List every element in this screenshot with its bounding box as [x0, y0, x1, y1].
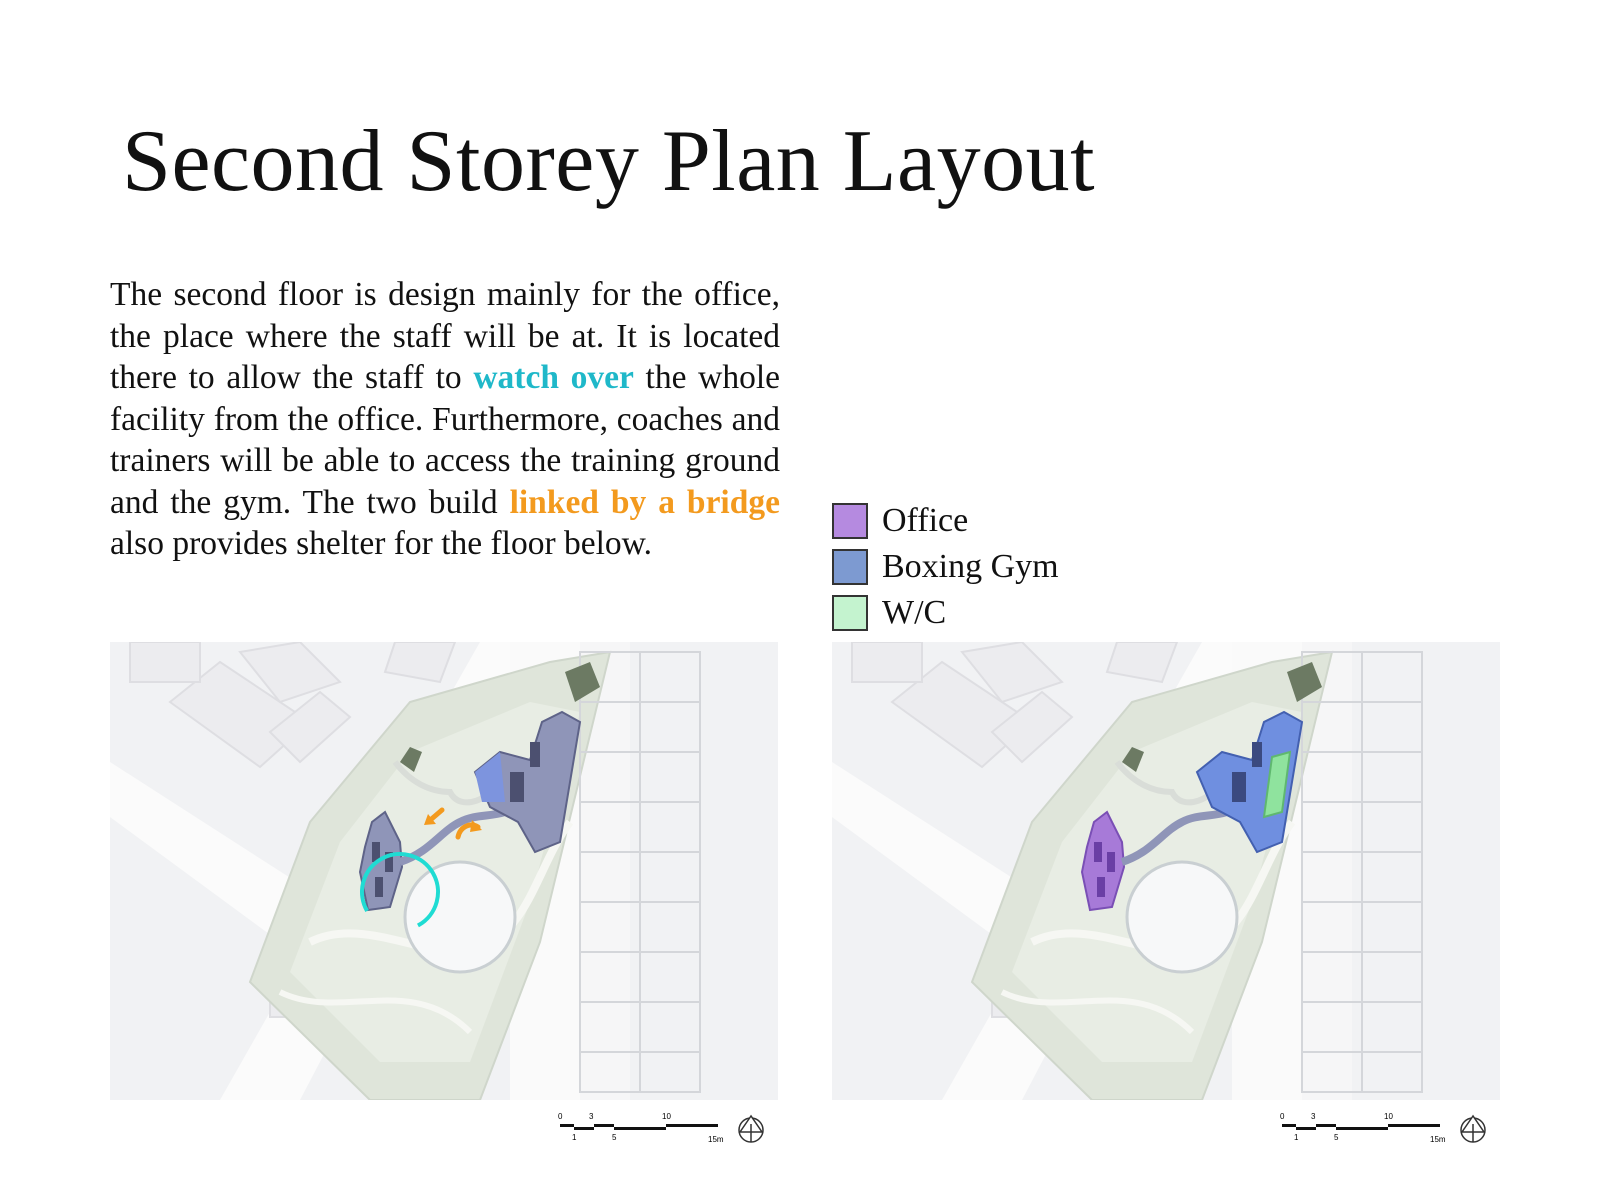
legend-label-office: Office — [882, 502, 969, 539]
highlight-linked-bridge: linked by a bridge — [509, 483, 780, 521]
scale-bar-left — [556, 1108, 776, 1152]
legend-swatch-wc — [832, 595, 868, 631]
scale-tick-label: 3 — [1311, 1112, 1316, 1121]
scale-tick-label: 1 — [1294, 1133, 1299, 1142]
scale-tick-label: 1 — [572, 1133, 577, 1142]
legend-swatch-boxing-gym — [832, 549, 868, 585]
scale-tick-label: 10 — [662, 1112, 671, 1121]
scale-tick-label: 15m — [1430, 1135, 1446, 1144]
legend-label-boxing-gym: Boxing Gym — [882, 548, 1059, 585]
legend — [832, 498, 1059, 636]
scale-bar-right — [1278, 1108, 1498, 1152]
north-arrow-icon — [739, 1116, 763, 1142]
scale-tick-label: 10 — [1384, 1112, 1393, 1121]
description-text — [110, 274, 780, 565]
scale-tick-label: 3 — [589, 1112, 594, 1121]
site-plan-zoned — [832, 642, 1500, 1100]
scale-tick-label: 5 — [1334, 1133, 1339, 1142]
scale-tick-label: 0 — [558, 1112, 563, 1121]
legend-item-office — [832, 498, 1059, 544]
legend-item-boxing-gym — [832, 544, 1059, 590]
scale-tick-label: 0 — [1280, 1112, 1285, 1121]
legend-swatch-office — [832, 503, 868, 539]
legend-item-wc — [832, 590, 1059, 636]
scale-tick-label: 15m — [708, 1135, 724, 1144]
legend-label-wc: W/C — [882, 594, 947, 631]
page-title: Second Storey Plan Layout — [122, 113, 1096, 210]
description-part-2: the whole facility from the office. Furthermore, coaches and trainers will be able to access the training ground and the gym. The two build — [110, 359, 781, 521]
highlight-watch-over: watch over — [473, 359, 634, 396]
north-arrow-icon — [1461, 1116, 1485, 1142]
site-plan-annotated — [110, 642, 778, 1100]
scale-tick-label: 5 — [612, 1133, 617, 1142]
description-part-1: The second floor is design mainly for the office, the place where the staff will be at. It is located there to allow the staff to — [110, 276, 780, 396]
description-part-3: also provides shelter for the floor below. — [110, 525, 653, 562]
